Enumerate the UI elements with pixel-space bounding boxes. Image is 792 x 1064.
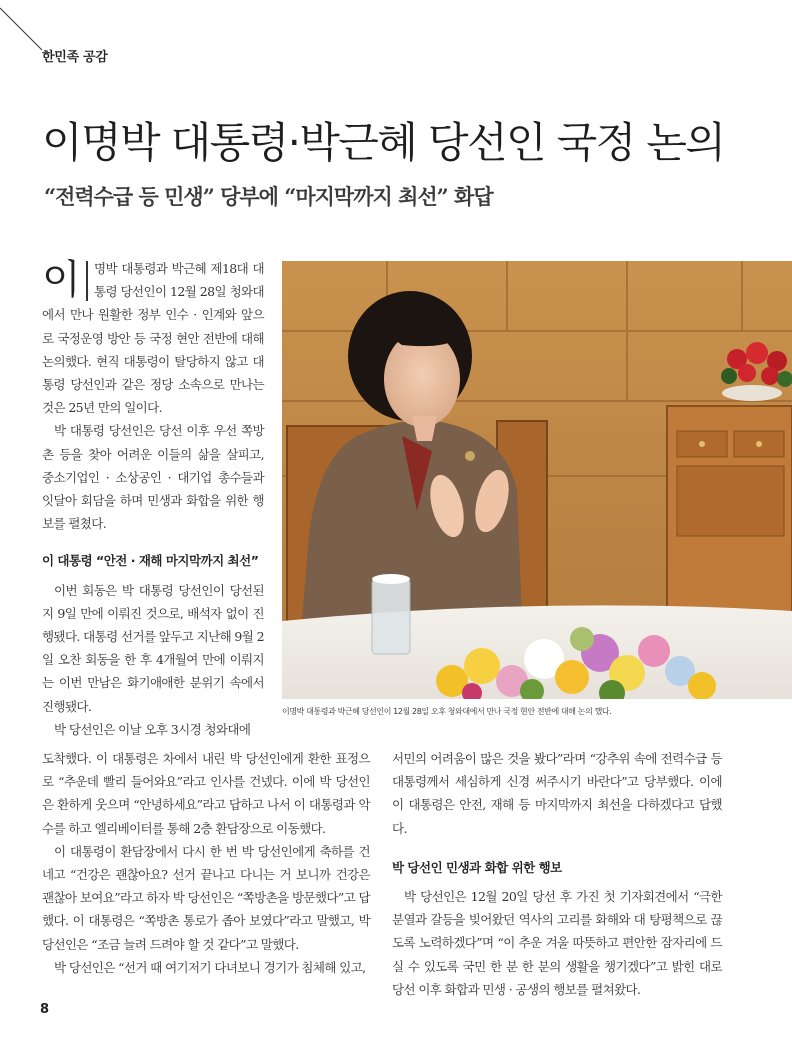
paragraph-4-continued: 도착했다. 이 대통령은 차에서 내린 박 당선인에게 환한 표정으로 “추운데 빨리 들어와요”라고 인사를 건넸다. 이에 박 당선인은 환하게 웃으며 “안녕하세요”라고 답하고 나서 이 대통령과 악수를 하고 엘리베이터를 통해 2층 환담장으로 이동했다. [42,751,370,836]
page-number: 8 [40,1002,50,1017]
lead-paragraph-text: 명박 대통령과 박근혜 제18대 대통령 당선인이 12월 28일 청와대에서 만나 원활한 정부 인수 · 인계와 앞으로 국정운영 방안 등 국정 현안 전반에 대해 논의했다. 현직 대통령이 탈당하지 않고 대통령 당선인과 같은 정당 소속으로 만나는 것은 25년 만의 일이다. [42,261,264,416]
paragraph-4-start: 박 당선인은 이날 오후 3시경 청와대에 [54,721,251,737]
article-photo [282,261,792,699]
drop-cap-bar [86,261,88,301]
article-column-bottom-right [392,747,722,1001]
paragraph-6: 박 당선인은 “선거 때 여기저기 다녀보니 경기가 침체해 있고, [54,959,366,975]
article-subhead: “전력수급 등 민생” 당부에 “마지막까지 최선” 화답 [44,184,493,209]
drop-cap: 이 [42,257,81,303]
lead-paragraph [42,257,264,419]
paragraph-6-continued: 서민의 어려움이 많은 것을 봤다”라며 “강추위 속에 전력수급 등 대통령께서 세심하게 신경 써주시기 바란다”고 당부했다. 이에 이 대통령은 안전, 재해 등 마지막까지 최선을 다하겠다고 답했다. [392,751,722,836]
section-label: 한민족 공감 [42,50,108,65]
subheading-1: 이 대통령 “안전 · 재해 마지막까지 최선” [42,553,259,569]
paragraph-7: 박 당선인은 12월 20일 당선 후 가진 첫 기자회견에서 “극한 분열과 갈등을 빚어왔던 역사의 고리를 화해와 대 탕평책으로 끊도록 노력하겠다”며 “이 추운 겨울 따뜻하고 편안한 잠자리에 드실 수 있도록 국민 한 분 한 분의 생활을 챙기겠다”고 밝힌 대로 당선 이후 화합과 민생 · 공생의 행보를 펼쳐왔다. [392,889,722,997]
article-column-bottom-left [42,747,370,979]
article-column-left [42,257,264,741]
meeting-photo-illustration [282,261,792,699]
subheading-2: 박 당선인 민생과 화합 위한 행보 [392,859,562,875]
photo-caption: 이명박 대통령과 박근혜 당선인이 12월 28일 오후 청와대에서 만나 국정 현안 전반에 대해 논의 했다. [282,707,612,716]
paragraph-2: 박 대통령 당선인은 당선 이후 우선 쪽방촌 등을 찾아 어려운 이들의 삶을 살피고, 중소기업인 · 소상공인 · 대기업 총수들과 잇달아 회담을 하며 민생과 화합을 위한 행보를 펼쳤다. [42,423,264,532]
article-headline: 이명박 대통령·박근혜 당선인 국정 논의 [42,118,725,167]
paragraph-3: 이번 회동은 박 대통령 당선인이 당선된 지 9일 만에 이뤄진 것으로, 배석자 없이 진행됐다. 대통령 선거를 앞두고 지난해 9월 2일 오찬 회동을 한 후 4개월여 만에 이뤄지는 이번 만남은 화기애애한 분위기 속에서 진행됐다. [42,582,264,714]
paragraph-5: 이 대통령이 환담장에서 다시 한 번 박 당선인에게 축하를 건네고 “건강은 괜찮아요? 선거 끝나고 다니는 거 보니까 건강은 괜찮아 보여요”라고 하자 박 당선인은 “쪽방촌을 방문했다”고 답했다. 이 대통령은 “쪽방촌 통로가 좁아 보였다”라고 말했고, 박 당선인은 “조금 늘려 드려야 할 것 같다”고 말했다. [42,843,370,952]
